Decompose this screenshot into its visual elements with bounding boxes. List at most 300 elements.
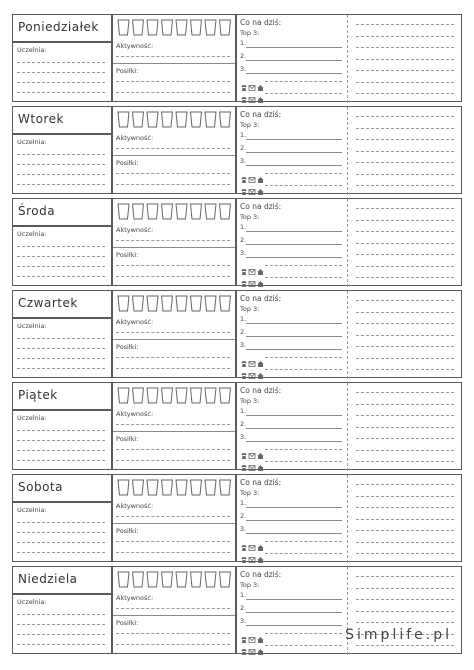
top3-number: 1. [240,39,247,47]
meals-label: Posiłki: [116,251,139,259]
contact-line [265,185,342,186]
top3-number: 1. [240,591,247,599]
divider [113,431,235,432]
glass-icon[interactable] [147,20,158,35]
meals-line [116,460,230,461]
column-divider [347,291,348,379]
todo-line [356,438,454,439]
top3-number: 2. [240,512,247,520]
top3-line [246,73,342,74]
glass-icon[interactable] [133,20,144,35]
home-icon [258,557,264,563]
activity-label: Aktywność: [116,594,154,602]
meals-line [116,449,230,450]
glass-icon[interactable] [162,204,173,219]
glass-icon[interactable] [220,112,231,127]
activity-label: Aktywność: [116,318,154,326]
todo-line [356,162,454,163]
day-name-box [12,106,112,134]
top3-label: Top 3: [240,305,260,313]
glass-icon[interactable] [147,296,158,311]
phone-icon [242,97,247,103]
todo-line [356,151,454,152]
top3-number: 3. [240,433,247,441]
day-row-5 [12,382,462,470]
water-glasses[interactable] [117,203,235,221]
today-label: Co na dziś: [240,386,282,395]
glass-icon[interactable] [118,572,129,587]
notes-line [17,532,105,533]
todo-line [356,450,454,451]
contact-icons [241,556,265,564]
divider [113,155,235,156]
todo-line [356,231,454,232]
top3-number: 1. [240,223,247,231]
meals-line [116,552,230,553]
top3-line [246,599,342,600]
top3-line [246,520,342,521]
glass-icon[interactable] [162,296,173,311]
glass-icon[interactable] [147,112,158,127]
top3-label: Top 3: [240,213,260,221]
glass-icon[interactable] [147,204,158,219]
glass-icon[interactable] [205,204,216,219]
glass-icon[interactable] [205,296,216,311]
glass-icon[interactable] [162,572,173,587]
notes-line [17,184,105,185]
brand-footer: Simplife.pl [345,627,452,643]
todo-line [356,24,454,25]
notes-label: Uczelnia: [17,598,47,606]
activity-line [116,56,230,57]
glass-icon[interactable] [133,296,144,311]
glass-icon[interactable] [118,296,129,311]
top3-label: Top 3: [240,581,260,589]
todo-line [356,622,454,623]
activity-label: Aktywność: [116,134,154,142]
glass-icon[interactable] [162,388,173,403]
notes-line [17,624,105,625]
mail-flap [249,98,255,101]
glass-icon[interactable] [191,112,202,127]
top3-line [246,415,342,416]
day-row-4 [12,290,462,378]
top3-line [246,625,342,626]
notes-label: Uczelnia: [17,138,47,146]
notes-box[interactable] [12,502,112,562]
column-divider [347,199,348,287]
todo-line [356,335,454,336]
mail-flap [249,190,255,193]
glass-icon[interactable] [191,480,202,495]
glass-icon[interactable] [191,20,202,35]
column-divider [347,475,348,563]
notes-label: Uczelnia: [17,46,47,54]
top3-number: 2. [240,604,247,612]
top3-line [246,139,342,140]
day-name: Piątek [18,388,58,402]
contact-icons [241,464,265,472]
top3-number: 1. [240,315,247,323]
todo-line [356,588,454,589]
water-tracker[interactable] [117,203,235,225]
todo-box[interactable] [236,198,462,286]
water-tracker[interactable] [117,19,235,41]
todo-line [356,220,454,221]
water-tracker[interactable] [117,387,235,409]
day-row-3 [12,198,462,286]
todo-box[interactable] [236,14,462,102]
notes-line [17,256,105,257]
notes-box[interactable] [12,410,112,470]
todo-line [356,507,454,508]
contact-icons [241,280,265,288]
todo-line [356,139,454,140]
todo-line [356,277,454,278]
contact-line [265,553,342,554]
day-name: Poniedziałek [18,20,99,34]
phone-icon [242,649,247,655]
phone-icon [242,373,247,379]
day-name-box [12,474,112,502]
todo-line [356,496,454,497]
top3-number: 3. [240,341,247,349]
notes-box[interactable] [12,42,112,102]
top3-line [246,428,342,429]
todo-line [356,404,454,405]
tracker-box [112,106,236,194]
activity-label: Aktywność: [116,502,154,510]
todo-line [356,461,454,462]
water-glasses[interactable] [117,111,235,129]
contact-line [265,173,342,174]
todo-line [356,484,454,485]
glass-icon[interactable] [118,20,129,35]
divider [113,339,235,340]
contact-line [265,357,342,358]
notes-box[interactable] [12,318,112,378]
top3-line [246,349,342,350]
notes-line [17,614,105,615]
divider [113,63,235,64]
activity-line [116,148,230,149]
top3-number: 2. [240,236,247,244]
day-row-1 [12,14,462,102]
notes-box[interactable] [12,594,112,654]
tracker-box [112,566,236,654]
day-row-2 [12,106,462,194]
top3-line [246,47,342,48]
glass-icon[interactable] [220,20,231,35]
todo-box[interactable] [236,106,462,194]
top3-line [246,165,342,166]
column-divider [347,107,348,195]
today-label: Co na dziś: [240,110,282,119]
meals-label: Posiłki: [116,619,139,627]
todo-line [356,59,454,60]
meals-label: Posiłki: [116,343,139,351]
tracker-box [112,290,236,378]
activity-line [116,608,230,609]
todo-box[interactable] [236,290,462,378]
glass-icon[interactable] [220,388,231,403]
glass-icon[interactable] [176,20,187,35]
top3-number: 3. [240,617,247,625]
notes-line [17,644,105,645]
todo-line [356,254,454,255]
todo-line [356,358,454,359]
water-glasses[interactable] [117,571,235,589]
glass-icon[interactable] [133,480,144,495]
todo-box[interactable] [236,474,462,562]
activity-line [116,424,230,425]
top3-line [246,231,342,232]
notes-line [17,634,105,635]
glass-icon[interactable] [162,480,173,495]
notes-line [17,246,105,247]
home-icon [258,281,264,287]
notes-line [17,174,105,175]
meals-line [116,368,230,369]
todo-line [356,599,454,600]
todo-line [356,415,454,416]
notes-line [17,62,105,63]
meals-line [116,265,230,266]
notes-label: Uczelnia: [17,322,47,330]
contact-line [265,633,342,634]
glass-icon[interactable] [205,572,216,587]
today-label: Co na dziś: [240,294,282,303]
todo-line [356,266,454,267]
contact-icons-row [241,641,265,660]
top3-label: Top 3: [240,489,260,497]
notes-label: Uczelnia: [17,414,47,422]
glass-icon[interactable] [176,112,187,127]
glass-icon[interactable] [118,204,129,219]
glass-icon[interactable] [220,204,231,219]
meals-label: Posiłki: [116,159,139,167]
todo-line [356,36,454,37]
top3-line [246,60,342,61]
glass-icon[interactable] [147,572,158,587]
top3-label: Top 3: [240,29,260,37]
glass-icon[interactable] [191,388,202,403]
top3-number: 1. [240,407,247,415]
top3-line [246,533,342,534]
glass-icon[interactable] [133,112,144,127]
todo-line [356,243,454,244]
contact-line [265,449,342,450]
meals-line [116,173,230,174]
contact-icons [241,188,265,196]
tracker-box [112,14,236,102]
glass-icon[interactable] [176,388,187,403]
glass-icon[interactable] [176,204,187,219]
contact-line [265,81,342,82]
notes-line [17,440,105,441]
home-icon [258,97,264,103]
water-glasses[interactable] [117,295,235,313]
notes-line [17,72,105,73]
glass-icon[interactable] [133,204,144,219]
glass-icon[interactable] [147,480,158,495]
meals-label: Posiłki: [116,435,139,443]
day-name-box [12,382,112,410]
glass-icon[interactable] [176,480,187,495]
top3-line [246,323,342,324]
glass-icon[interactable] [118,480,129,495]
meals-line [116,357,230,358]
tracker-box [112,198,236,286]
notes-line [17,522,105,523]
notes-line [17,450,105,451]
day-name-box [12,566,112,594]
contact-icons [241,372,265,380]
glass-icon[interactable] [147,388,158,403]
meals-line [116,276,230,277]
phone-icon [242,557,247,563]
column-divider [347,383,348,471]
mail-flap [249,282,255,285]
meals-label: Posiłki: [116,67,139,75]
activity-line [116,332,230,333]
contact-line [265,265,342,266]
todo-line [356,427,454,428]
glass-icon[interactable] [191,572,202,587]
contact-line [265,461,342,462]
top3-number: 2. [240,52,247,60]
top3-number: 2. [240,420,247,428]
todo-line [356,611,454,612]
home-icon [258,649,264,655]
todo-box[interactable] [236,382,462,470]
notes-line [17,276,105,277]
glass-icon[interactable] [220,572,231,587]
glass-icon[interactable] [205,480,216,495]
top3-label: Top 3: [240,397,260,405]
day-name-box [12,198,112,226]
divider [113,247,235,248]
home-icon [258,465,264,471]
water-tracker[interactable] [117,479,235,501]
mail-flap [249,650,255,653]
glass-icon[interactable] [220,296,231,311]
todo-line [356,553,454,554]
todo-line [356,93,454,94]
meals-line [116,184,230,185]
column-divider [347,15,348,103]
glass-icon[interactable] [133,388,144,403]
glass-icon[interactable] [118,388,129,403]
glass-icon[interactable] [205,388,216,403]
glass-icon[interactable] [205,112,216,127]
day-name: Wtorek [18,112,64,126]
tracker-box [112,382,236,470]
day-name: Sobota [18,480,63,494]
todo-line [356,128,454,129]
day-row-6 [12,474,462,562]
glass-icon[interactable] [118,112,129,127]
notes-line [17,542,105,543]
glass-icon[interactable] [205,20,216,35]
notes-line [17,348,105,349]
glass-icon[interactable] [133,572,144,587]
day-name-box [12,290,112,318]
notes-label: Uczelnia: [17,230,47,238]
notes-line [17,266,105,267]
water-glasses[interactable] [117,19,235,37]
today-label: Co na dziś: [240,478,282,487]
day-name: Czwartek [18,296,78,310]
notes-box[interactable] [12,134,112,194]
contact-line [265,645,342,646]
day-name-box [12,14,112,42]
todo-line [356,300,454,301]
day-name: Środa [18,204,56,218]
notes-line [17,92,105,93]
water-tracker[interactable] [117,571,235,593]
tracker-box [112,474,236,562]
notes-line [17,552,105,553]
divider [113,523,235,524]
todo-line [356,369,454,370]
todo-line [356,323,454,324]
top3-line [246,612,342,613]
notes-line [17,164,105,165]
todo-line [356,576,454,577]
contact-icons [241,96,265,104]
top3-number: 2. [240,328,247,336]
todo-line [356,174,454,175]
top3-number: 1. [240,499,247,507]
todo-line [356,82,454,83]
todo-line [356,346,454,347]
water-tracker[interactable] [117,111,235,133]
meals-label: Posiłki: [116,527,139,535]
glass-icon[interactable] [162,112,173,127]
top3-number: 3. [240,249,247,257]
today-label: Co na dziś: [240,18,282,27]
contact-line [265,277,342,278]
divider [113,615,235,616]
notes-line [17,338,105,339]
glass-icon[interactable] [191,296,202,311]
activity-label: Aktywność: [116,42,154,50]
top3-line [246,257,342,258]
mail-flap [249,558,255,561]
activity-line [116,240,230,241]
glass-icon[interactable] [176,572,187,587]
water-glasses[interactable] [117,479,235,497]
todo-line [356,185,454,186]
glass-icon[interactable] [191,204,202,219]
glass-icon[interactable] [176,296,187,311]
glass-icon[interactable] [162,20,173,35]
notes-line [17,82,105,83]
water-glasses[interactable] [117,387,235,405]
notes-line [17,368,105,369]
glass-icon[interactable] [220,480,231,495]
meals-line [116,644,230,645]
notes-line [17,358,105,359]
phone-icon [242,189,247,195]
notes-box[interactable] [12,226,112,286]
top3-number: 3. [240,525,247,533]
water-tracker[interactable] [117,295,235,317]
notes-line [17,154,105,155]
meals-line [116,81,230,82]
phone-icon [242,281,247,287]
